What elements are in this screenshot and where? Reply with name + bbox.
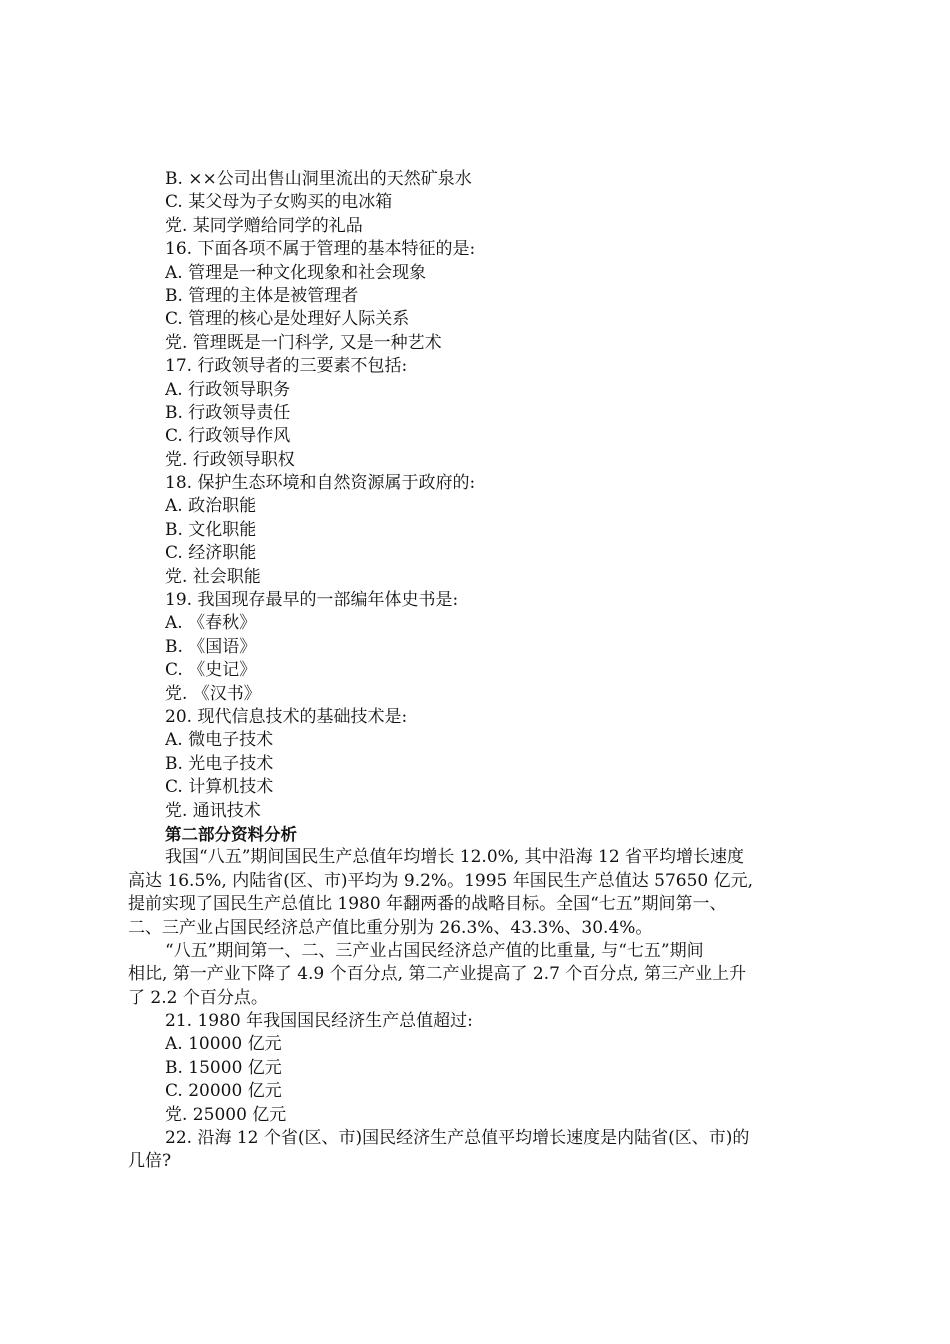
paragraph1-line: 高达 16.5%, 内陆省(区、市)平均为 9.2%。1995 年国民生产总值达 57650 亿元, (128, 870, 754, 891)
section-heading: 第二部分资料分析 (165, 824, 297, 844)
lines-top-line: C. 管理的核心是处理好人际关系 (165, 309, 410, 330)
lines-bottom-line: 21. 1980 年我国国民经济生产总值超过: (165, 1011, 473, 1032)
lines-top-line: 20. 现代信息技术的基础技术是: (165, 706, 408, 727)
analysis-paragraph-2 (128, 940, 835, 1010)
lines-top-line: B. 《国语》 (165, 636, 257, 657)
lines-top-line: 19. 我国现存最早的一部编年体史书是: (165, 590, 459, 611)
paragraph3-line: 22. 沿海 12 个省(区、市)国民经济生产总值平均增长速度是内陆省(区、市)的 (165, 1128, 750, 1149)
question-list-bottom (165, 1010, 835, 1127)
paragraph3-line: 几倍? (128, 1151, 172, 1172)
lines-top-line: 党. 《汉书》 (165, 683, 261, 704)
lines-top-line: A. 政治职能 (165, 496, 257, 517)
paragraph2-line: “八五”期间第一、二、三产业占国民经济总产值的比重量, 与“七五”期间 (165, 940, 704, 961)
lines-top-line: C. 经济职能 (165, 543, 257, 564)
paragraph1-line: 我国“八五”期间国民生产总值年均增长 12.0%, 其中沿海 12 省平均增长速度 (165, 847, 745, 868)
document-page (128, 168, 835, 1174)
lines-top-line: B. 管理的主体是被管理者 (165, 285, 359, 306)
lines-top-line: 党. 某同学赠给同学的礼品 (165, 215, 363, 236)
lines-top-line: 16. 下面各项不属于管理的基本特征的是: (165, 239, 476, 260)
lines-top-line: 党. 社会职能 (165, 566, 261, 587)
lines-bottom-line: 党. 25000 亿元 (165, 1104, 287, 1125)
lines-top-line: A. 行政领导职务 (165, 379, 291, 400)
lines-top-line: C. 某父母为子女购买的电冰箱 (165, 192, 393, 213)
lines-top-line: B. 行政领导责任 (165, 402, 291, 423)
paragraph1-line: 二、三产业占国民经济总产值比重分别为 26.3%、43.3%、30.4%。 (128, 917, 653, 938)
lines-top-line: C. 行政领导作风 (165, 426, 291, 447)
lines-bottom-line: B. 15000 亿元 (165, 1057, 282, 1078)
paragraph1-line: 提前实现了国民生产总值比 1980 年翻两番的战略目标。全国“七五”期间第一、 (128, 894, 727, 915)
lines-top-line: A. 管理是一种文化现象和社会现象 (165, 262, 427, 283)
lines-top-line: C. 计算机技术 (165, 777, 274, 798)
question-list-top (165, 168, 835, 823)
lines-top-line: 17. 行政领导者的三要素不包括: (165, 356, 408, 377)
question-22 (128, 1127, 835, 1174)
lines-bottom-line: A. 10000 亿元 (165, 1034, 282, 1055)
lines-top-line: B. 文化职能 (165, 519, 257, 540)
lines-top-line: 党. 行政领导职权 (165, 449, 295, 470)
lines-top-line: B. ××公司出售山洞里流出的天然矿泉水 (165, 169, 472, 189)
lines-top-line: A. 《春秋》 (165, 613, 257, 634)
lines-top-line: A. 微电子技术 (165, 730, 274, 751)
lines-top-line: B. 光电子技术 (165, 753, 274, 774)
lines-bottom-line: C. 20000 亿元 (165, 1081, 282, 1102)
lines-top-line: 党. 通讯技术 (165, 800, 261, 821)
lines-top-line: 18. 保护生态环境和自然资源属于政府的: (165, 473, 476, 494)
paragraph2-line: 相比, 第一产业下降了 4.9 个百分点, 第二产业提高了 2.7 个百分点, 第三产业上升 (128, 964, 747, 985)
analysis-paragraph-1 (128, 846, 835, 940)
lines-top-line: 党. 管理既是一门科学, 又是一种艺术 (165, 332, 442, 353)
lines-top-line: C. 《史记》 (165, 660, 257, 681)
paragraph2-line: 了 2.2 个百分点。 (128, 987, 268, 1008)
